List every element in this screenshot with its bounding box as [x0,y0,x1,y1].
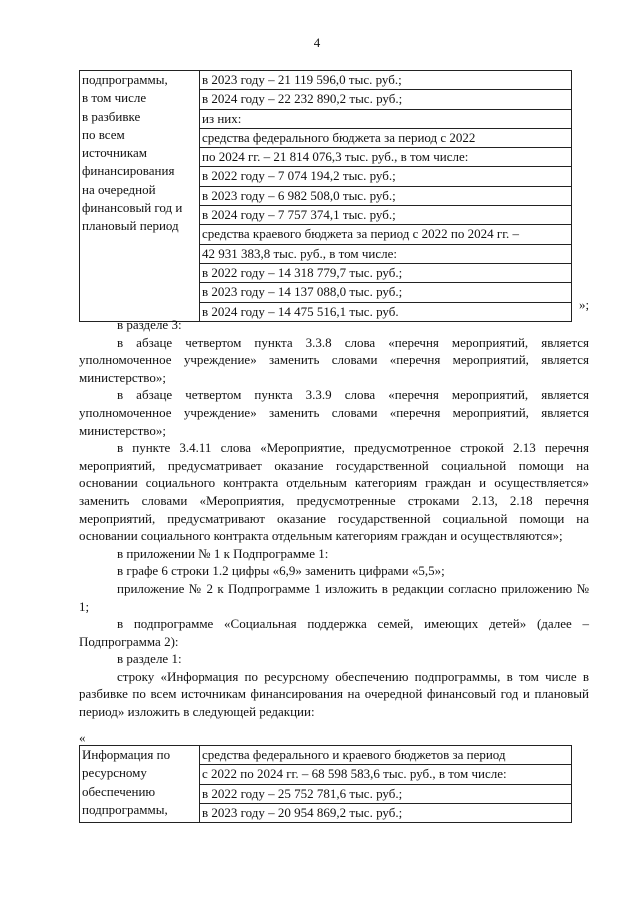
value-cell: в 2023 году – 21 119 596,0 тыс. руб.; [200,71,572,90]
paragraph: в пункте 3.4.11 слова «Мероприятие, предусмотренное строкой 2.13 перечня мероприятий, предусматривает оказание государственной социальной помощи на основании социального контракта отдельным категориям граждан и осуществляется» заменить словами «Мероприятия, предусмотренные строками 2.13, 2.18 перечня мероприятий, предусматривают оказание государственной социальной помощи на основании социального контракта отдельным категориям граждан и осуществляются»; [79,440,589,544]
value-cell: в 2024 году – 22 232 890,2 тыс. руб.; [200,90,572,109]
value-cell: средства федерального бюджета за период с 2022 [200,128,572,147]
label-line: финансовый год и [82,200,183,216]
label-line: плановый период [82,218,179,234]
value-cell: в 2023 году – 14 137 088,0 тыс. руб.; [200,283,572,302]
paragraph: в абзаце четвертом пункта 3.3.8 слова «перечня мероприятий, является уполномоченное учреждение» заменить словами «перечня мероприятий, является министерство»; [79,334,589,385]
value-cell: в 2022 году – 7 074 194,2 тыс. руб.; [200,167,572,186]
resource-table-new [79,745,572,823]
value-cell: средства федерального и краевого бюджетов за период [200,746,572,765]
paragraph: в абзаце четвертом пункта 3.3.9 слова «перечня мероприятий, является уполномоченное учреждение» заменить словами «перечня мероприятий, является министерство»; [79,387,589,438]
paragraph: строку «Информация по ресурсному обеспечению подпрограммы, в том числе в разбивке по всем источникам финансирования на очередной финансовый год и плановый период» изложить в следующей редакции: [79,668,589,720]
value-cell: в 2022 году – 25 752 781,6 тыс. руб.; [200,784,572,803]
value-cell: в 2024 году – 7 757 374,1 тыс. руб.; [200,206,572,225]
table-row [80,746,572,765]
amendment-text [79,316,589,721]
value-cell: в 2023 году – 6 982 508,0 тыс. руб.; [200,186,572,205]
table-row [80,71,572,90]
closing-quote: »; [579,297,590,312]
value-cell: в 2022 году – 14 318 779,7 тыс. руб.; [200,263,572,282]
label-line: в том числе [82,90,147,106]
paragraph: в разделе 3: [117,317,182,332]
label-line: финансирования [82,163,175,179]
label-line: обеспечению [82,783,156,799]
paragraph: в подпрограмме «Социальная поддержка семей, имеющих детей» (далее – Подпрограмма 2): [79,616,589,649]
paragraph: в графе 6 строки 1.2 цифры «6,9» заменить цифрами «5,5»; [117,563,445,579]
page-number: 4 [313,35,321,50]
label-line: Информация по [82,747,171,762]
value-cell: с 2022 по 2024 гг. – 68 598 583,6 тыс. руб., в том числе: [200,765,572,784]
paragraph: в разделе 1: [117,651,182,667]
value-cell: в 2024 году – 14 475 516,1 тыс. руб. [200,302,572,321]
label-line: источникам [82,145,147,161]
paragraph: в приложении № 1 к Подпрограмме 1: [117,545,329,561]
value-cell: 42 931 383,8 тыс. руб., в том числе: [200,244,572,263]
label-line: ресурсному [82,765,147,781]
value-cell: из них: [200,109,572,128]
label-line: в разбивке [82,108,141,124]
row-label-cell [80,746,200,823]
value-cell: средства краевого бюджета за период с 2022 по 2024 гг. – [200,225,572,244]
value-cell: по 2024 гг. – 21 814 076,3 тыс. руб., в том числе: [200,148,572,167]
label-line: по всем [82,126,125,142]
paragraph: приложение № 2 к Подпрограмме 1 изложить в редакции согласно приложению № 1; [79,580,589,614]
label-line: подпрограммы, [82,801,168,817]
resource-table-continued [79,70,572,322]
label-line: подпрограммы, [82,72,168,87]
label-line: на очередной [82,181,156,197]
row-label-cell [80,71,200,322]
opening-quote: « [79,730,86,745]
value-cell: в 2023 году – 20 954 869,2 тыс. руб.; [200,803,572,822]
